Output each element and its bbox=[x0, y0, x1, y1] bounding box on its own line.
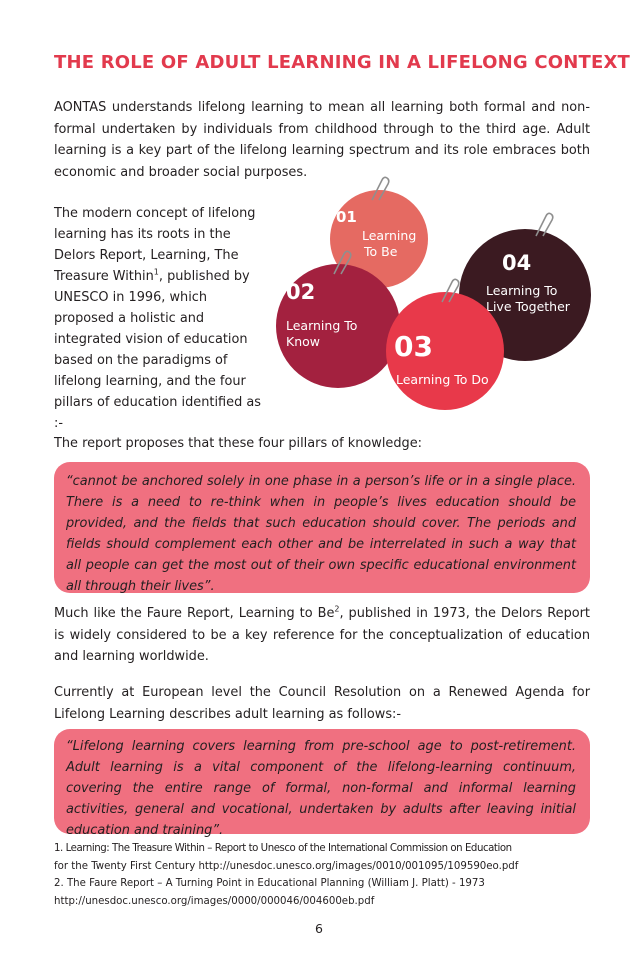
pillar-number-01: 01 bbox=[336, 208, 357, 226]
page-title: THE ROLE OF ADULT LEARNING IN A LIFELONG CONTEXT bbox=[54, 52, 631, 73]
pillar-label-02b: Know bbox=[286, 334, 320, 349]
report-intro: The report proposes that these four pillars of knowledge: bbox=[54, 436, 422, 451]
pillar-number-03: 03 bbox=[394, 330, 433, 363]
page-number: 6 bbox=[315, 921, 323, 936]
quote-box-council: “Lifelong learning covers learning from pre-school age to post-retirement. Adult learning is a vital component of the lifelong-learning continuum, covering the entire range of formal, non-formal and informal learning activities, general and vocational, undertaken by adults after leaving initial education and training”. bbox=[54, 729, 590, 834]
faure-text-end: , published in 1973, the Delors Report is widely considered to be a key reference for the conceptualization of education and learning worldwide. bbox=[54, 606, 590, 664]
pillar-label-01b: To Be bbox=[364, 244, 398, 259]
pillar-number-02: 02 bbox=[286, 280, 316, 304]
footnote-ref-2: 2 bbox=[334, 604, 340, 614]
pillar-label-02a: Learning To bbox=[286, 318, 358, 333]
pillar-label-03: Learning To Do bbox=[396, 372, 489, 387]
footnote-1-line-1: 1. Learning: The Treasure Within – Report to Unesco of the International Commission on Education bbox=[54, 843, 512, 854]
paperclip-icon bbox=[530, 212, 554, 238]
quote-box-delors: “cannot be anchored solely in one phase in a person’s life or in a single place. There is a need to re-think when in people’s lives education should be provided, and the fields that such education should cover. The periods and fields should complement each other and be interrelated in such a way that all people can get the most out of their own specific educational environment all through their lives”. bbox=[54, 462, 590, 593]
intro-paragraph: AONTAS understands lifelong learning to mean all learning both formal and non-formal undertaken by individuals from childhood through to the third age. Adult learning is a key part of the lifelong learning spectrum and its role embraces both economic and broader social purposes. bbox=[54, 100, 590, 180]
pillar-label-04a: Learning To bbox=[486, 283, 558, 298]
paperclip-icon bbox=[328, 250, 352, 276]
delors-text-end: , published by UNESCO in 1996, which proposed a holistic and integrated vision of education based on the paradigms of lifelong learning, and the four pillars of education identified as :- bbox=[54, 269, 261, 431]
pillar-circle-03 bbox=[386, 292, 504, 410]
footnote-2-line-1: 2. The Faure Report – A Turning Point in Educational Planning (William J. Platt) - 1973 bbox=[54, 878, 485, 890]
faure-text-start: Much like the Faure Report, Learning to Be bbox=[54, 606, 335, 621]
faure-paragraph bbox=[54, 603, 590, 668]
pillar-label-01a: Learning bbox=[362, 228, 417, 243]
footnote-ref-1: 1 bbox=[153, 267, 159, 277]
paperclip-icon bbox=[366, 176, 390, 202]
footnotes bbox=[54, 840, 594, 910]
paperclip-icon bbox=[436, 278, 460, 304]
pillar-label-04b: Live Together bbox=[486, 299, 570, 314]
footnote-2-line-2: http://unesdoc.unesco.org/images/0000/000046/004600eb.pdf bbox=[54, 895, 375, 907]
footnote-1-line-2: for the Twenty First Century http://unesdoc.unesco.org/images/0010/001095/109590eo.pdf bbox=[54, 860, 519, 872]
four-pillars-diagram bbox=[268, 182, 598, 404]
delors-text-start: The modern concept of lifelong learning has its roots in the Delors Report, Learning, The Treasure Within bbox=[54, 206, 256, 284]
pillar-circle-02 bbox=[276, 264, 400, 388]
council-paragraph: Currently at European level the Council Resolution on a Renewed Agenda for Lifelong Learning describes adult learning as follows:- bbox=[54, 685, 590, 722]
pillar-number-04: 04 bbox=[502, 251, 532, 275]
delors-paragraph bbox=[54, 203, 264, 434]
